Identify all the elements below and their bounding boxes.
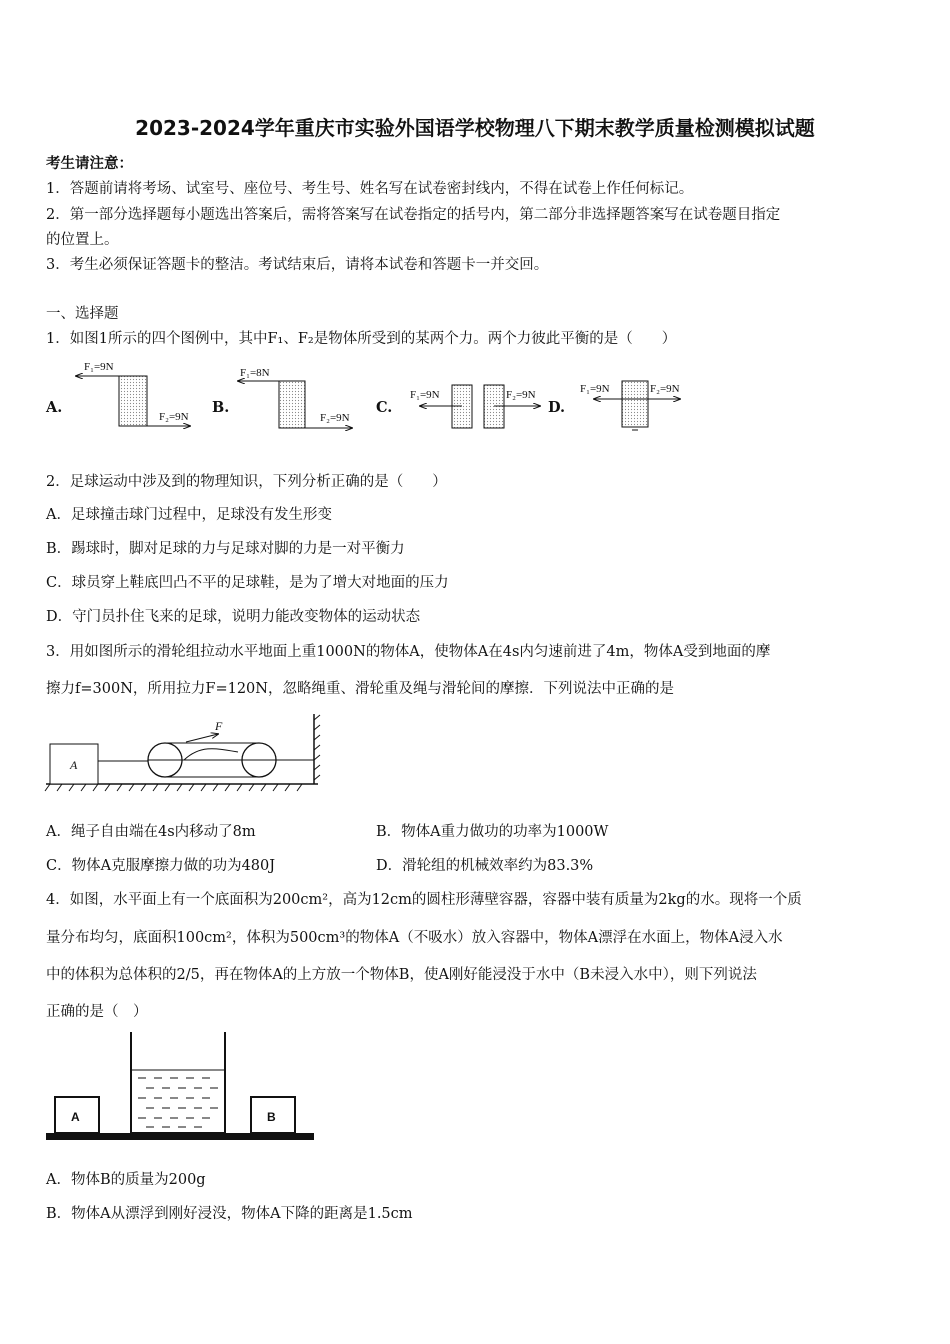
force-label: F₂=9N — [650, 383, 680, 395]
block-a-label: A — [70, 758, 78, 772]
q2-option: C．球员穿上鞋底凹凸不平的足球鞋，是为了增大对地面的压力 — [46, 575, 449, 591]
question-4-stem-cont: 正确的是（ ） — [46, 1004, 148, 1020]
notice-item: 的位置上。 — [46, 232, 119, 248]
q4-option: B．物体A从漂浮到刚好浸没，物体A下降的距离是1.5cm — [46, 1206, 413, 1222]
question-4-stem-cont: 量分布均匀，底面积100cm²，体积为500cm³的物体A（不吸水）放入容器中，物体A漂浮在水面上，物体A浸入水 — [46, 930, 783, 946]
force-label: F₁=8N — [240, 367, 270, 379]
question-2-stem: 2．足球运动中涉及到的物理知识，下列分析正确的是（ ） — [46, 474, 447, 490]
force-f-label: F — [215, 719, 223, 733]
force-label: F₁=9N — [410, 389, 440, 401]
question-3-stem-cont: 擦力f=300N，所用拉力F=120N，忽略绳重、滑轮重及绳与滑轮间的摩擦．下列说法中正确的是 — [46, 681, 674, 697]
water — [132, 1070, 224, 1132]
notice-item: 2．第一部分选择题每小题选出答案后，需将答案写在试卷指定的括号内，第二部分非选择题答案写在试卷题目指定 — [46, 207, 781, 223]
q2-option: D．守门员扑住飞来的足球，说明力能改变物体的运动状态 — [46, 609, 421, 625]
q1-option-b-label: B. — [212, 399, 230, 416]
q3-option: D．滑轮组的机械效率约为83.3% — [376, 858, 594, 874]
ground-surface — [46, 1133, 314, 1140]
notice-item: 3．考生必须保证答题卡的整洁。考试结束后，请将本试卷和答题卡一并交回。 — [46, 257, 549, 273]
q1-option-d-label: D. — [548, 399, 566, 416]
notice-item: 1．答题前请将考场、试室号、座位号、考生号、姓名写在试卷密封线内，不得在试卷上作任何标记。 — [46, 181, 694, 197]
force-label: F₁=9N — [580, 383, 610, 395]
q3-option: B．物体A重力做功的功率为1000W — [376, 824, 609, 840]
force-label: F₂=9N — [320, 412, 350, 424]
q1-option-a-label: A. — [46, 399, 63, 416]
question-4-stem-cont: 中的体积为总体积的2/5，再在物体A的上方放一个物体B，使A刚好能浸没于水中（B未浸入水中），则下列说法 — [46, 967, 757, 983]
question-3-stem: 3．用如图所示的滑轮组拉动水平地面上重1000N的物体A，使物体A在4s内匀速前进了4m，物体A受到地面的摩 — [46, 644, 771, 660]
object-b-label: B — [267, 1110, 276, 1124]
q2-option: B．踢球时，脚对足球的力与足球对脚的力是一对平衡力 — [46, 541, 405, 557]
section-heading: 一、选择题 — [46, 306, 119, 322]
q3-option: C．物体A克服摩擦力做的功为480J — [46, 858, 276, 874]
q1-option-c-label: C. — [376, 399, 393, 416]
question-4-stem: 4．如图，水平面上有一个底面积为200cm²，高为12cm的圆柱形薄壁容器，容器中装有质量为2kg的水。现将一个质 — [46, 892, 802, 908]
question-1-stem: 1．如图1所示的四个图例中，其中F₁、F₂是物体所受到的某两个力。两个力彼此平衡的是（ ） — [46, 331, 677, 347]
force-label: F₂=9N — [506, 389, 536, 401]
object-a-label: A — [71, 1110, 80, 1124]
q4-option: A．物体B的质量为200g — [46, 1172, 206, 1188]
notice-heading: 考生请注意： — [46, 155, 133, 172]
q2-option: A．足球撞击球门过程中，足球没有发生形变 — [46, 507, 332, 523]
force-label: F₁=9N — [84, 361, 114, 373]
force-label: F₂=9N — [159, 411, 189, 423]
page-title: 2023-2024学年重庆市实验外国语学校物理八下期末教学质量检测模拟试题 — [135, 116, 815, 140]
q3-option: A．绳子自由端在4s内移动了8m — [46, 824, 256, 840]
